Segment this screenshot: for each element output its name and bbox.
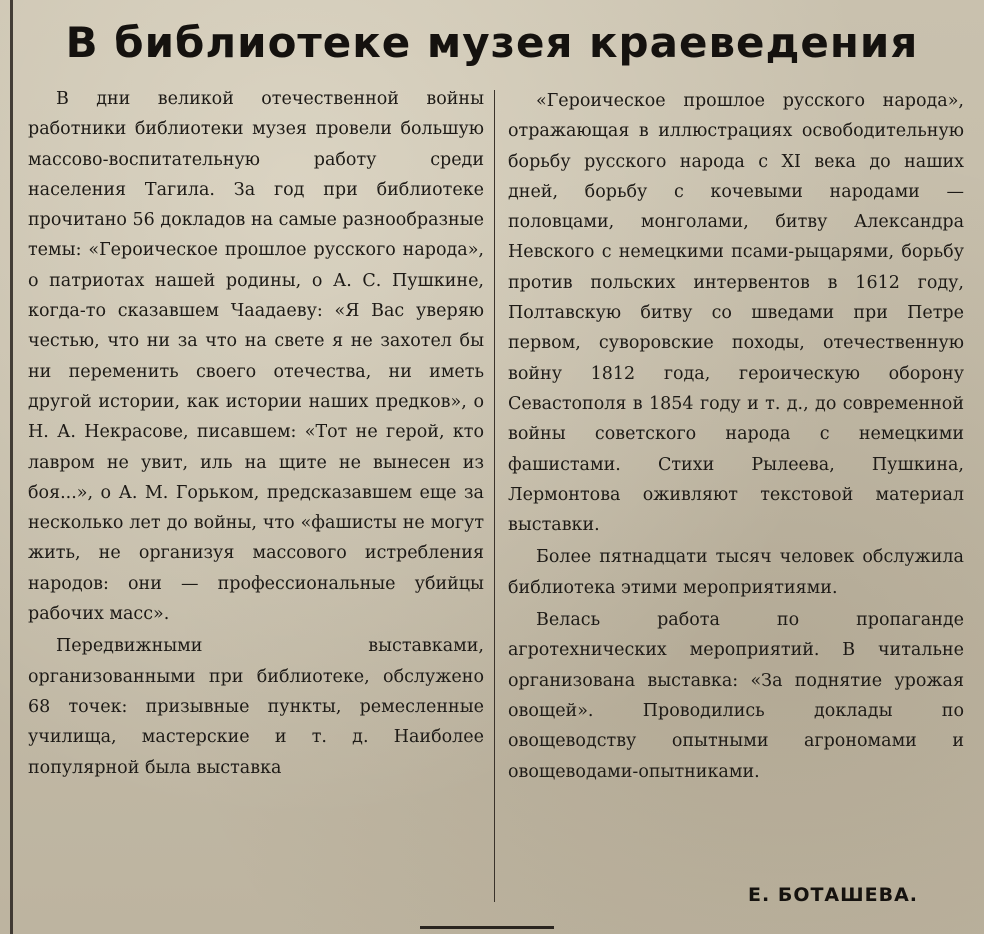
column-divider xyxy=(494,90,495,902)
left-paragraph-1: В дни великой отечественной войны работники библиотеки музея провели большую массово-воспитательную работу среди населения Тагила. За год при библиотеке прочитано 56 докладов на самые разнообразные темы: «Героическое прошлое русского народа», о патриотах нашей родины, о А. С. Пушкине, когда-то сказавшем Чаадаеву: «Я Вас уверяю честью, что ни за что на свете я не захотел бы ни переменить своего отечества, ни иметь другой истории, как истории наших предков», о Н. А. Некрасове, писавшем: «Тот не герой, кто лавром не увит, иль на щите не вынесен из боя...», о А. М. Горьком, предсказавшем еще за несколько лет до войны, что «фашисты не могут жить, не организуя массового истребления народов: они — профессиональные убийцы рабочих масс». xyxy=(28,89,484,625)
left-paragraph-2: Передвижными выставками, организованными при библиотеке, обслужено 68 точек: призывные пункты, ремесленные училища, мастерские и т. д. Наиболее популярной была выставка xyxy=(28,636,484,778)
right-paragraph-1: «Героическое прошлое русского народа», отражающая в иллюстрациях освободительную борьбу русского народа с XI века до наших дней, борьбу с кочевыми народами — половцами, монголами, битву Александра Невского с немецкими псами-рыцарями, борьбу против польских интервентов в 1612 году, Полтавскую битву со шведами при Петре первом, суворовские походы, отечественную войну 1812 года, героическую оборону Севастополя в 1854 году и т. д., до современной войны советского народа с немецкими фашистами. Стихи Рылеева, Пушкина, Лермонтова оживляют текстовой материал выставки. xyxy=(508,91,964,536)
bottom-rule xyxy=(420,926,554,929)
author-signature: Е. БОТАШЕВА. xyxy=(748,884,918,906)
right-paragraph-2: Более пятнадцати тысяч человек обслужила библиотека этими мероприятиями. xyxy=(508,547,964,598)
left-column-rule xyxy=(10,0,13,934)
left-text-column xyxy=(28,84,484,783)
article-headline: В библиотеке музея краеведения xyxy=(65,18,919,67)
right-paragraph-3: Велась работа по пропаганде агротехнических мероприятий. В читальне организована выставка: «За поднятие урожая овощей». Проводились доклады по овощеводству опытными агрономами и овощеводами-опытниками. xyxy=(508,610,964,782)
right-text-column xyxy=(508,86,964,787)
